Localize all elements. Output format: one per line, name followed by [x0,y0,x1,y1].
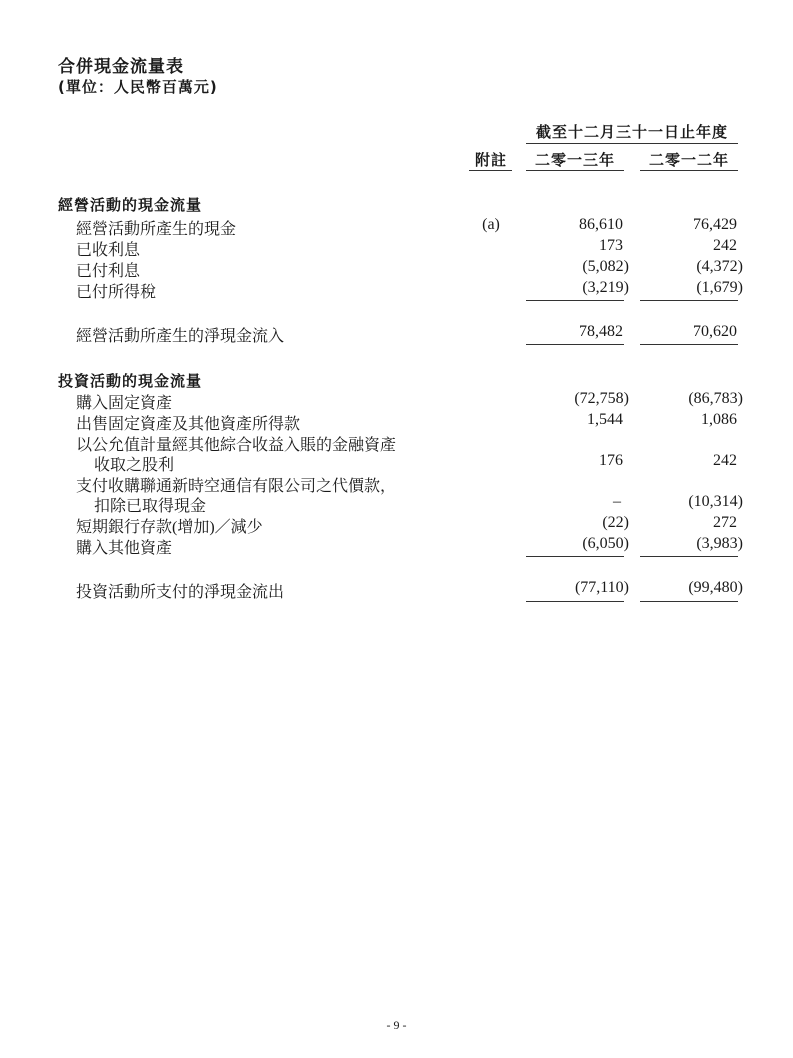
table-row [0,279,793,300]
total-rule [640,601,738,602]
value-2012: 1,086 [701,411,737,428]
table-row [0,411,793,432]
row-label: 已付所得稅 [76,284,157,301]
row-label: 購入其他資產 [76,540,173,557]
table-row [0,514,793,535]
value-2013: 86,610 [579,216,623,233]
total-row [0,579,793,600]
year-2012-underline [640,170,738,171]
value-2013: (5,082) [582,258,629,275]
row-label: 短期銀行存款(增加)／減少 [76,519,263,536]
row-label: 購入固定資產 [76,395,173,412]
total-rule [526,601,624,602]
value-2012: (10,314) [688,493,743,510]
total-rule [526,344,624,345]
table-row [0,535,793,556]
section-heading-row [0,194,793,215]
table-row [0,473,793,494]
row-label: 收取之股利 [94,457,175,474]
value-2012: (3,983) [696,535,743,552]
note-underline [469,170,512,171]
table-row [0,493,793,514]
year-2013-header: 二零一三年 [534,151,615,169]
value-2012: (86,783) [688,390,743,407]
value-2013: 1,544 [587,411,623,428]
table-row [0,258,793,279]
page-title: 合併現金流量表 [58,57,184,77]
value-2013: (6,050) [582,535,629,552]
subtotal-rule [640,300,738,301]
year-2013-underline [526,170,624,171]
row-label: 扣除已取得現金 [94,498,207,515]
row-label: 支付收購聯通新時空通信有限公司之代價款， [76,478,397,495]
total-2013: (77,110) [574,579,629,596]
value-2013: (22) [602,514,629,531]
subtotal-rule [526,300,624,301]
table-row [0,432,793,453]
total-2012: (99,480) [688,579,743,596]
value-2013: 176 [599,452,623,469]
operating-heading: 經營活動的現金流量 [58,196,203,214]
value-2012: 242 [713,237,737,254]
section-heading-row [0,370,793,391]
value-2012: 242 [713,452,737,469]
row-label: 以公允值計量經其他綜合收益入賬的金融資產 [76,437,397,454]
value-2012: 272 [713,514,737,531]
investing-heading: 投資活動的現金流量 [58,372,203,390]
unit-subtitle: (單位：人民幣百萬元) [58,78,218,96]
period-underline [526,143,738,144]
table-row [0,216,793,237]
total-2013: 78,482 [579,323,623,340]
row-label: 出售固定資產及其他資產所得款 [76,416,301,433]
row-label: 已付利息 [76,263,141,280]
value-2013: – [613,493,621,510]
table-row [0,452,793,473]
value-2012: (1,679) [696,279,743,296]
table-row [0,390,793,411]
total-rule [640,344,738,345]
row-label: 已收利息 [76,242,141,259]
page-number: - 9 - [386,1018,407,1032]
row-label: 經營活動所產生的現金 [76,221,237,238]
subtotal-rule [640,556,738,557]
row-note: (a) [482,216,500,233]
total-row [0,323,793,344]
value-2013: (72,758) [574,390,629,407]
total-label: 投資活動所支付的淨現金流出 [76,584,285,601]
value-2012: (4,372) [696,258,743,275]
value-2013: (3,219) [582,279,629,296]
period-header: 截至十二月三十一日止年度 [535,123,728,141]
table-row [0,237,793,258]
value-2012: 76,429 [693,216,737,233]
subtotal-rule [526,556,624,557]
total-2012: 70,620 [693,323,737,340]
total-label: 經營活動所產生的淨現金流入 [76,328,285,345]
value-2013: 173 [599,237,623,254]
year-2012-header: 二零一二年 [648,151,729,169]
note-column-header: 附註 [474,151,507,169]
